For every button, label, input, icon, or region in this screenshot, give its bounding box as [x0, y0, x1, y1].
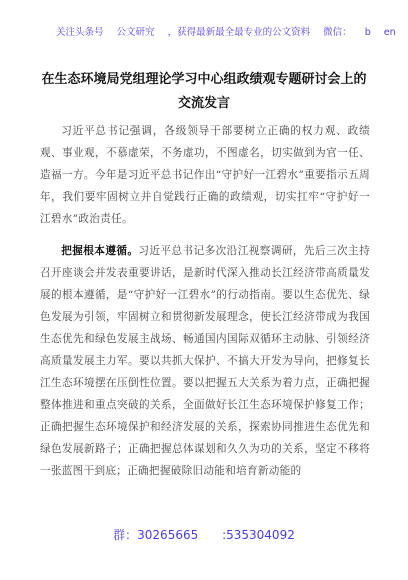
header-account: 公文研究	[116, 27, 155, 38]
header-wechat: 微信：	[323, 27, 352, 38]
footer-qq: :535304092	[222, 528, 295, 542]
header-wechat-id-1: b	[364, 27, 371, 38]
document-body	[40, 120, 370, 492]
header-promo: ，获得最新最全最专业的公文资料	[167, 27, 311, 38]
paragraph-intro: 习近平总书记强调，各级领导干部要树立正确的权力观、政绩观、事业观，不慕虚荣，不务虚功，不图虚名，切实做到为官一任、造福一方。今年是习近平总书记作出“守护好一江碧水”重要指示五周年，我们要牢固树立并自觉践行正确的政绩观，切实扛牢“守护好一江碧水”政治责任。	[40, 125, 370, 225]
paragraph-lead: 把握根本遵循。	[61, 245, 139, 257]
paragraph-foundation	[40, 240, 370, 482]
page-footer	[0, 526, 408, 543]
paragraph-text: 习近平总书记多次沿江视察调研，先后三次主持召开座谈会并发表重要讲话，是新时代深入推动长江经济带高质量发展的根本遵循，是“守护好一江碧水”的行动指南。要以生态优先、绿色发展为引领，牢固树立和贯彻新发展理念，使长江经济带成为我国生态优先和绿色发展主战场、畅通国内国际双循环主动脉、引领经济高质量发展主力军。要以共抓大保护、不搞大开发为导向，把修复长江生态环境摆在压倒性位置。要以把握五大关系为着力点，正确把握整体推进和重点突破的关系，全面做好长江生态环境保护修复工作；正确把握生态环境保护和经济发展的关系，探索协同推进生态优先和绿色发展新路子；正确把握总体谋划和久久为功的关系，坚定不移将一张蓝图干到底；正确把握破除旧动能和培育新动能的	[40, 245, 370, 477]
header-follow: 关注头条号	[56, 27, 104, 38]
page-header	[0, 0, 408, 60]
footer-group: 群：30265665	[113, 528, 199, 542]
header-wechat-id-2: en	[383, 27, 396, 38]
document-title: 在生态环境局党组理论学习中心组政绩观专题研讨会上的交流发言	[41, 72, 367, 111]
header-text	[56, 24, 396, 38]
